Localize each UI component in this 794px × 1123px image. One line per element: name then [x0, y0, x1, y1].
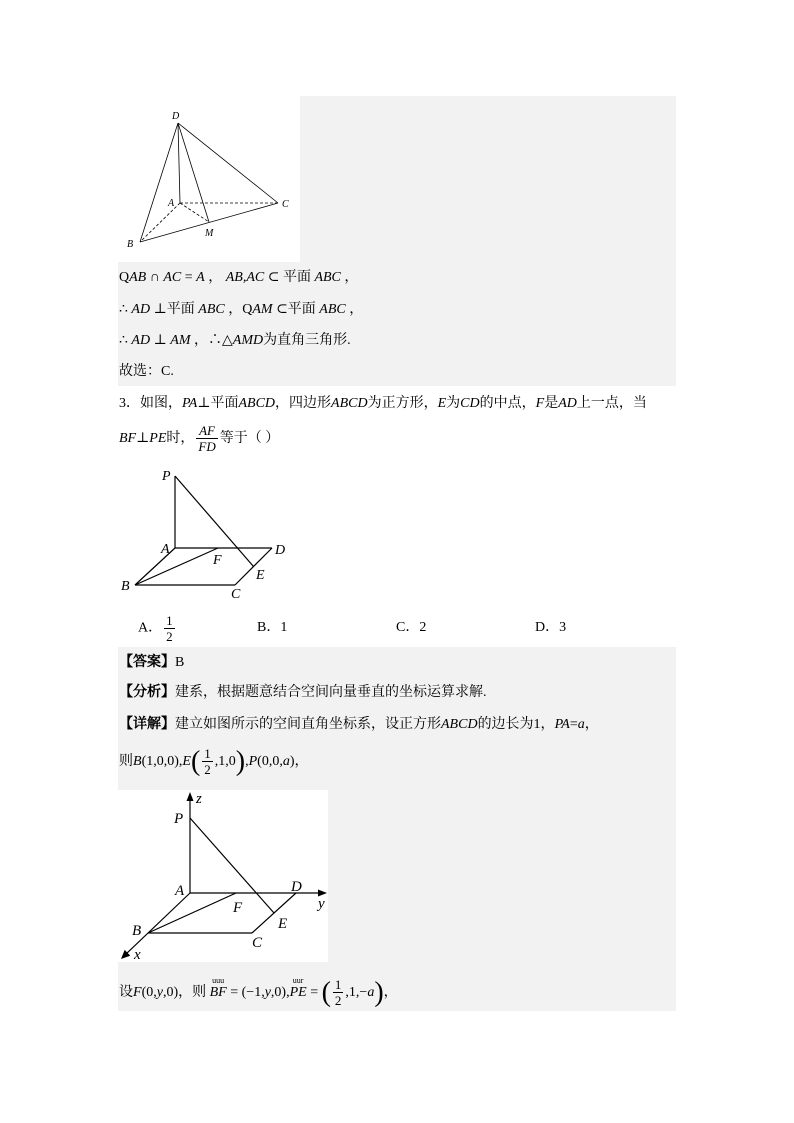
ratio-fraction [196, 423, 217, 454]
text-segment: = [569, 717, 578, 732]
vertex-label-d: D [275, 543, 286, 558]
axis-label-x: x [134, 947, 141, 962]
edge-dm [178, 123, 209, 222]
vertex-label-d: D [172, 111, 180, 122]
text-segment: ， [340, 270, 359, 285]
edge-am-hidden [180, 203, 209, 222]
option-a-letter: A． [138, 620, 163, 636]
math-var: AB [129, 270, 147, 285]
axis-label-y: y [318, 896, 325, 912]
text-segment: (0,0, [257, 754, 283, 769]
vertex-label-b: B [121, 579, 130, 594]
math-var: ABCD [238, 396, 276, 411]
text-segment: ⊥ [150, 333, 171, 348]
text-segment: = [181, 270, 197, 285]
text-segment: , [245, 754, 249, 769]
reasoning-line-2 [119, 300, 363, 320]
text-segment: ∴ [119, 302, 132, 317]
math-var: AD [131, 302, 151, 317]
answer-value: B [175, 655, 185, 670]
edge-bf [148, 893, 236, 933]
math-var: ABC [314, 270, 341, 285]
text-segment: ,1,− [345, 985, 368, 1000]
math-var: a [577, 717, 585, 732]
math-var: F [133, 985, 142, 1000]
math-var: E [182, 754, 191, 769]
edge-dc [235, 548, 272, 585]
option-d[interactable]: D．3 [535, 620, 567, 635]
math-var: B [133, 754, 142, 769]
vertex-label-f: F [213, 553, 222, 568]
vertex-label-b: B [127, 239, 134, 250]
fraction-numerator: 1 [334, 977, 342, 993]
text-segment: 建立如图所示的空间直角坐标系，设正方形 [175, 717, 441, 732]
coordinates-line [119, 744, 309, 780]
math-var: AB,AC [225, 270, 265, 285]
edge-da [178, 123, 180, 203]
math-var: CD [460, 396, 480, 411]
detail-line [119, 715, 599, 735]
text-segment: ，Q [224, 302, 253, 317]
fraction-numerator: 1 [166, 613, 173, 628]
text-segment: )， [289, 754, 309, 769]
option-b[interactable]: B．1 [257, 620, 288, 635]
vertex-label-m: M [205, 228, 214, 239]
vector-name: PE [289, 985, 307, 1000]
vertex-label-a: A [175, 883, 185, 899]
fraction-numerator: AF [196, 423, 217, 439]
coordinate-system-figure [118, 790, 328, 962]
text-segment: 为正方形， [367, 396, 438, 411]
math-var: ABC [198, 302, 225, 317]
vertex-label-e: E [256, 568, 265, 583]
vertex-label-e: E [278, 916, 288, 932]
tetrahedron-figure [118, 96, 300, 262]
coord-fraction [202, 746, 213, 777]
left-paren: ( [190, 745, 201, 777]
text-segment: = [306, 985, 322, 1000]
pyramid-figure [118, 465, 295, 600]
text-segment: 时， [166, 431, 195, 446]
fraction-denominator: 2 [166, 629, 173, 644]
math-var: PA [554, 717, 570, 732]
text-segment: ⊥ [136, 431, 150, 446]
math-var: PA [182, 396, 198, 411]
text-segment: (0, [141, 985, 157, 1000]
text-segment: 为直角三角形. [263, 333, 351, 348]
math-var: AD [131, 333, 151, 348]
math-var: P [248, 754, 258, 769]
text-segment: 则 [119, 754, 133, 769]
math-var: A [196, 270, 205, 285]
vector-arrow-mark: uuu [212, 976, 225, 985]
vector-fraction [333, 977, 344, 1008]
text-segment: Q [119, 270, 130, 285]
text-segment: ， [584, 717, 599, 732]
fraction-denominator: FD [198, 439, 216, 455]
right-paren: ) [374, 976, 384, 1008]
math-var: ABC [319, 302, 346, 317]
math-var: ABCD [331, 396, 368, 411]
text-segment: ∩ [146, 270, 164, 285]
edge-dc [178, 123, 278, 203]
choice-conclusion: 故选：C. [119, 364, 174, 379]
text-segment: 设 [119, 985, 133, 1000]
vertex-label-a: A [168, 198, 175, 209]
vertex-label-c: C [231, 587, 241, 600]
vector-arrow-mark: uur [292, 976, 304, 985]
reasoning-line-1 [119, 268, 358, 288]
vector-pe [289, 976, 307, 1001]
vertex-label-a: A [161, 542, 170, 557]
edge-db [140, 123, 178, 242]
question-3-stem-line-1 [119, 394, 647, 414]
text-segment: ⊥平面 [150, 302, 199, 317]
text-segment: 是 [544, 396, 559, 411]
left-paren: ( [321, 976, 331, 1008]
vector-name: BF [209, 985, 227, 1000]
math-var: PE [149, 431, 167, 446]
vertex-label-c: C [282, 199, 289, 210]
text-segment: ，∴△ [190, 333, 233, 348]
z-axis-arrowhead [187, 792, 194, 801]
math-var: AM [252, 302, 273, 317]
vertex-label-b: B [132, 923, 142, 939]
axis-label-z: z [196, 791, 202, 807]
math-var: y [264, 985, 271, 1000]
math-var: ABCD [441, 717, 478, 732]
fraction-denominator: 2 [204, 762, 211, 778]
option-a[interactable] [138, 613, 177, 644]
math-var: F [535, 396, 545, 411]
analysis-text: 建系，根据题意结合空间向量垂直的坐标运算求解. [175, 685, 487, 700]
edge-pe [190, 818, 274, 913]
question-3-stem-line-2 [119, 421, 279, 457]
text-segment: = (−1, [226, 985, 265, 1000]
math-var: BF [119, 431, 137, 446]
math-var: AD [558, 396, 577, 411]
math-var: AC [163, 270, 182, 285]
option-c[interactable]: C．2 [396, 620, 427, 635]
text-segment: (1,0,0), [141, 754, 183, 769]
vector-line [119, 976, 398, 1010]
text-segment: 的边长为1， [477, 717, 555, 732]
detail-tag: 【详解】 [119, 717, 175, 732]
text-segment: ， [204, 270, 226, 285]
text-segment: 3．如图， [119, 396, 182, 411]
text-segment: ， [383, 985, 398, 1000]
text-segment: ⊥平面 [197, 396, 239, 411]
vertex-label-p: P [174, 811, 184, 827]
answer-line [119, 653, 184, 673]
text-segment: ∴ [119, 333, 132, 348]
text-segment: ,0)，则 [162, 985, 210, 1000]
vertex-label-p: P [162, 469, 171, 484]
answer-tag: 【答案】 [119, 655, 175, 670]
analysis-tag: 【分析】 [119, 685, 175, 700]
text-segment: ,0), [270, 985, 290, 1000]
math-var: a [282, 754, 290, 769]
analysis-line [119, 683, 487, 703]
vector-bf [209, 976, 227, 1001]
text-segment: 等于（ ） [219, 431, 280, 446]
math-var: E [437, 396, 447, 411]
text-segment: 为 [446, 396, 461, 411]
text-segment: ,1,0 [214, 754, 236, 769]
vertex-label-f: F [233, 900, 243, 916]
right-paren: ) [235, 745, 246, 777]
reasoning-line-3 [119, 331, 351, 351]
math-var: AMD [232, 333, 264, 348]
text-segment: ⊂ 平面 [264, 270, 315, 285]
option-a-fraction [164, 613, 175, 644]
math-var: AM [170, 333, 191, 348]
text-segment: 的中点， [479, 396, 536, 411]
text-segment: ，四边形 [275, 396, 332, 411]
text-segment: ⊂平面 [272, 302, 320, 317]
edge-bf [135, 548, 218, 585]
math-var: a [367, 985, 375, 1000]
math-var: y [156, 985, 163, 1000]
fraction-denominator: 2 [334, 993, 342, 1009]
edge-cd [252, 893, 296, 933]
vertex-label-c: C [252, 935, 263, 951]
text-segment: 上一点，当 [576, 396, 647, 411]
fraction-numerator: 1 [204, 746, 211, 762]
text-segment: ， [345, 302, 364, 317]
vertex-label-d: D [291, 879, 302, 895]
